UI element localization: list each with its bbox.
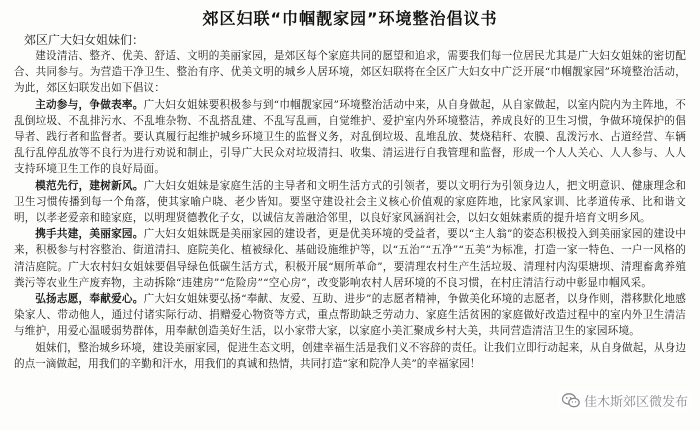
closing-paragraph: 姐妹们，整治城乡环境，建设美丽家园，促进生态文明，创建幸福生活是我们义不容辞的责任。让我们立即行动起来，从自身做起，从身边的点一滴做起，用我们的辛勤和汗水，用我们的真诚和热情，共同打造“家和院净人美”的幸福家园！ [14,341,686,370]
section-paragraph-4 [14,291,686,340]
section-paragraph-2 [14,178,686,227]
intro-paragraph: 建设清洁、整齐、优美、舒适、文明的美丽家园，是郊区每个家庭共同的愿望和追求，需要我们每一位居民尤其是广大妇女姐妹的密切配合、共同参与。为营造干净卫生、整治有序、优美文明的城乡人居环境，郊区妇联将在全区广大妇女中广泛开展“巾帼靓家园”环境整治活动，为此，郊区妇联发出如下倡议： [14,50,686,95]
section-text-1: 广大妇女姐妹要积极参与到“巾帼靓家园”环境整治活动中来，从自身做起，从自家做起，以室内院内为主阵地，不乱倒垃圾、不乱排污水、不乱堆杂物、不乱搭乱建、不乱写乱画，自觉维护、爱护室内外环境整洁，养成良好的卫生习惯，争做环境保护的倡导者、践行者和监督者。要认真履行起维护城乡环境卫生的监督义务，对乱倒垃圾、乱堆乱放、焚烧秸秆、农膜、乱泼污水、占道经营、车辆乱行乱停乱放等不良行为进行劝说和制止，引导广大民众对垃圾清扫、收集、清运进行自我管理和监督，形成一个人人关心、人人参与、人人支持环境卫生工作的良好局面。 [14,98,687,176]
watermark-text: 佳木斯郊区微发布 [583,395,688,410]
wechat-icon [562,393,580,408]
section-text-3: 广大妇女姐妹既是美丽家园的建设者，更是优美环境的受益者，要以“主人翁”的姿态积极投入到美丽家园的建设中来，积极参与村容整治、街道清扫、庭院美化、植被绿化、基础设施维护等，以“五治”“五净”“五美”为标准，打造一家一特色、一户一风格的清洁庭院。广大农村妇女姐妹要倡导绿色低碳生活方式，积极开展“厕所革命”，要清理农村生产生活垃圾、清理村内沟渠塘坝、清理畜禽养殖粪污等农业生产废弃物，主动拆除“违建房”“危险房”“空心房”，改变影响农村人居环境的不良习惯，在村庄清洁行动中彰显巾帼风采。 [14,228,687,289]
watermark [558,390,692,411]
document-title: 郊区妇联“巾帼靓家园”环境整治倡议书 [202,9,498,28]
section-lead-2: 模范先行，建树新风。 [35,179,144,192]
section-text-2: 广大妇女姐妹是家庭生活的主导者和文明生活方式的引领者，要以文明行为引领身边人，把文明意识、健康理念和卫生习惯传播到每一个角落，使其家喻户晓、老少皆知。要坚守建设社会主义核心价值观的家庭阵地，比家风家训、比孝道传承、比和谐文明，以孝老爱亲和睦家庭，以明理贤德教化子女，以诚信友善融洽邻里，以良好家风涵润社会，以妇女姐妹素质的提升培育文明乡风。 [14,179,687,225]
section-paragraph-1 [14,97,686,178]
section-lead-4: 弘扬志愿，奉献爱心。 [35,293,144,306]
salutation: 郊区广大妇女姐妹们： [24,33,145,47]
section-text-4: 广大妇女姐妹要弘扬“奉献、友爱、互助、进步”的志愿者精神，争做美化环境的志愿者，以身作则，潜移默化地感染家人、带动他人，通过付诸实际行动、捐赠爱心物资等方式，重点帮助缺乏劳动力、家庭生活贫困的家庭做好改造过程中的室内外卫生清洁与维护，用爱心温暖弱势群体，用奉献创造美好生活，以小家带大家，以家庭小美汇聚成乡村大美，共同营造清洁卫生的家园环境。 [14,293,687,338]
section-lead-3: 携手共建，美丽家园。 [35,228,144,241]
section-paragraph-3 [14,226,686,291]
section-lead-1: 主动参与，争做表率。 [35,98,144,111]
